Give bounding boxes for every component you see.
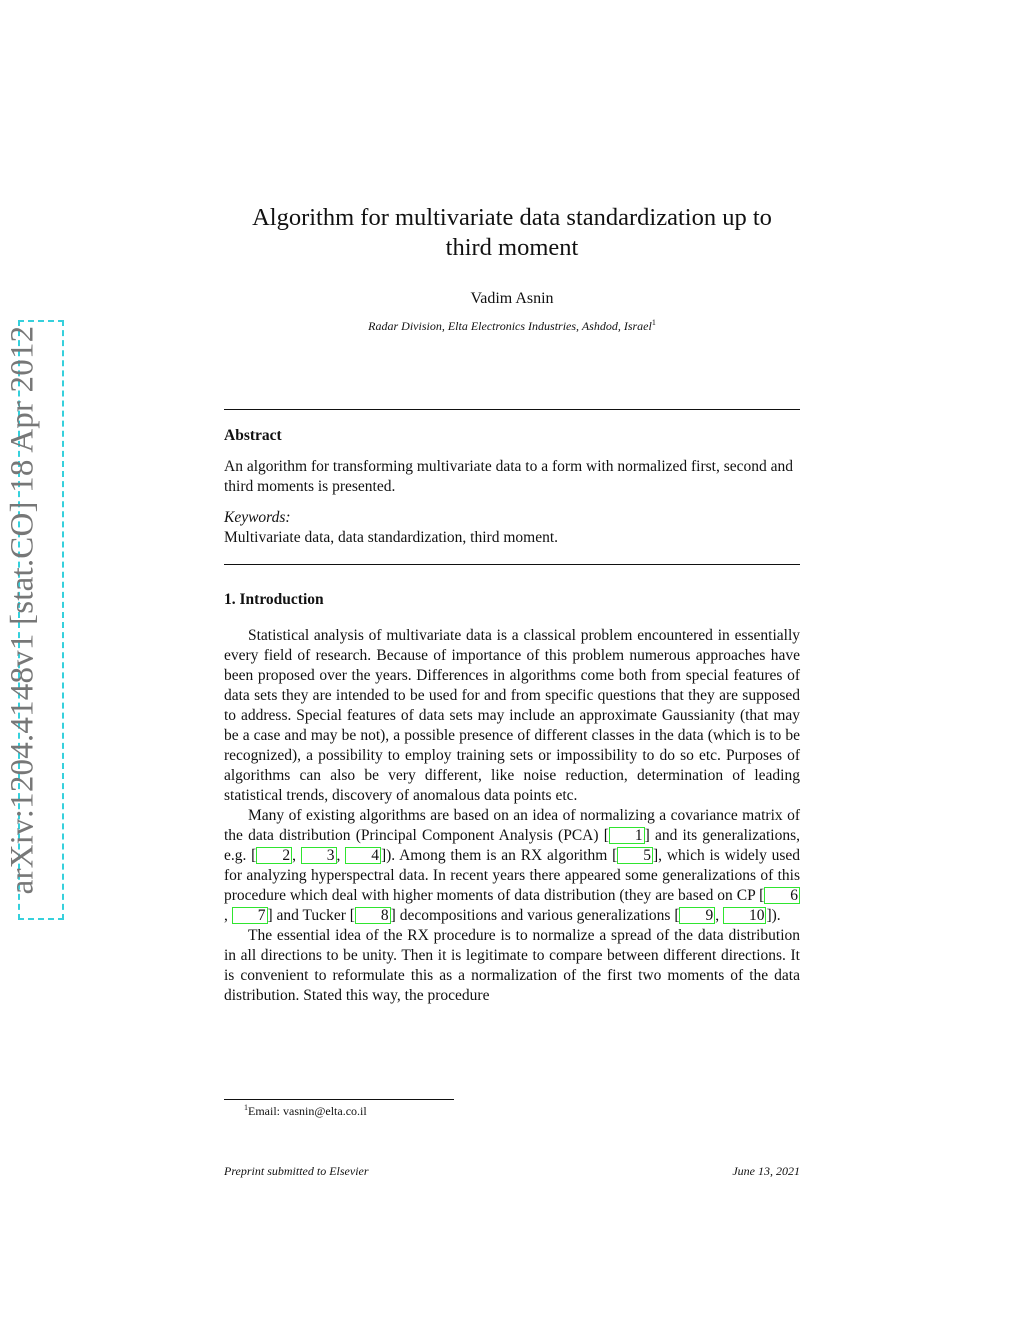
citation-link[interactable]: 4	[345, 847, 381, 864]
paragraph-1: Statistical analysis of multivariate data is a classical problem encountered in essentially every field of research. Because of importance of this problem numerous approaches have been proposed over the years. Differences in algorithms come both from special features of data sets they are intended to be used for and from specific questions that they are supposed to address. Special features of data sets may include an approximate Gaussianity (that may be a case and may be not), a possible presence of different classes in the data (which is to be recognized), a possibility to employ training sets or impossibility to do so etc. Purposes of algorithms can also be very different, like noise reduction, determination of leading statistical trends, discovery of anomalous data points etc.	[224, 627, 800, 804]
citation-link[interactable]: 10	[723, 907, 767, 924]
citation-link[interactable]: 8	[355, 907, 391, 924]
keywords-text: Multivariate data, data standardization, third moment.	[224, 529, 559, 546]
footer-preprint: Preprint submitted to Elsevier	[224, 1164, 369, 1178]
author-name: Vadim Asnin	[470, 290, 554, 307]
p2-text: ]).	[766, 907, 781, 924]
title-line-1: Algorithm for multivariate data standardization up to	[252, 204, 772, 231]
footnote-rule	[224, 1099, 454, 1100]
p2-text: ]). Among them is an RX algorithm [	[380, 847, 618, 864]
citation-link[interactable]: 5	[617, 847, 653, 864]
paragraph-3: The essential idea of the RX procedure is to normalize a spread of the data distribution in all directions to be unity. Then it is legitimate to compare between different directions. It is convenient to reformulate this as a normalization of the first two moments of the data distribution. Stated this way, the procedure	[224, 927, 800, 1004]
footer-date: June 13, 2021	[732, 1164, 800, 1178]
citation-link[interactable]: 9	[679, 907, 715, 924]
paper-title	[224, 203, 800, 263]
citation-link[interactable]: 1	[609, 827, 645, 844]
abstract-top-rule	[224, 409, 800, 410]
section-body	[224, 626, 800, 1006]
affiliation-footnote-mark[interactable]: 1	[651, 318, 656, 327]
p2-text: ] and its generalizations, e.g. [	[224, 827, 800, 864]
footnote	[224, 1103, 820, 1119]
abstract-text: An algorithm for transforming multivariate data to a form with normalized first, second and third moments is presented.	[224, 458, 794, 495]
affiliation	[224, 318, 800, 334]
section-heading: 1. Introduction	[224, 591, 324, 608]
abstract-heading: Abstract	[224, 427, 282, 444]
footnote-text: Email: vasnin@elta.co.il	[248, 1104, 367, 1118]
abstract-bottom-rule	[224, 564, 800, 565]
arxiv-stamp[interactable]: arXiv:1204.4148v1 [stat.CO] 18 Apr 2012	[4, 325, 41, 895]
paragraph-2: Many of existing algorithms are based on an idea of normalizing a covariance matrix of the data distribution (Principal Component Analysis (PCA) [ 1 ] and its generalizations, e.g. [ 2 , 3 , 4 ]). Among them is an RX algorithm [ 5 ], which is widely used for analyzing hyperspectral data. In recent years there appeared some generalizations of this procedure which deal with higher moments of data distribution (they are based on CP [ 6, 7 ] and Tucker [ 8 ] decompositions and various generalizations [ 9 , 10 ]).	[224, 807, 801, 924]
citation-link[interactable]: 2	[256, 847, 292, 864]
affiliation-text: Radar Division, Elta Electronics Industries, Ashdod, Israel	[368, 319, 652, 333]
p2-text: Many of existing algorithms are based on an idea of normalizing a covariance matrix of the data distribution (Principal Component Analysis (PCA) [	[224, 807, 800, 844]
p2-text: ] decompositions and various generalizations [	[390, 907, 680, 924]
citation-link[interactable]: 6	[764, 887, 800, 904]
title-line-2: third moment	[445, 234, 579, 261]
footnote-mark: 1	[244, 1103, 248, 1112]
p2-text: ] and Tucker [	[267, 907, 355, 924]
p2-text: ], which is widely used for analyzing hyperspectral data. In recent years there appeared some generalizations of this procedure which deal with higher moments of data distribution (they are based on CP [	[224, 847, 801, 904]
keywords-label: Keywords:	[224, 509, 291, 526]
citation-link[interactable]: 7	[232, 907, 268, 924]
citation-link[interactable]: 3	[301, 847, 337, 864]
